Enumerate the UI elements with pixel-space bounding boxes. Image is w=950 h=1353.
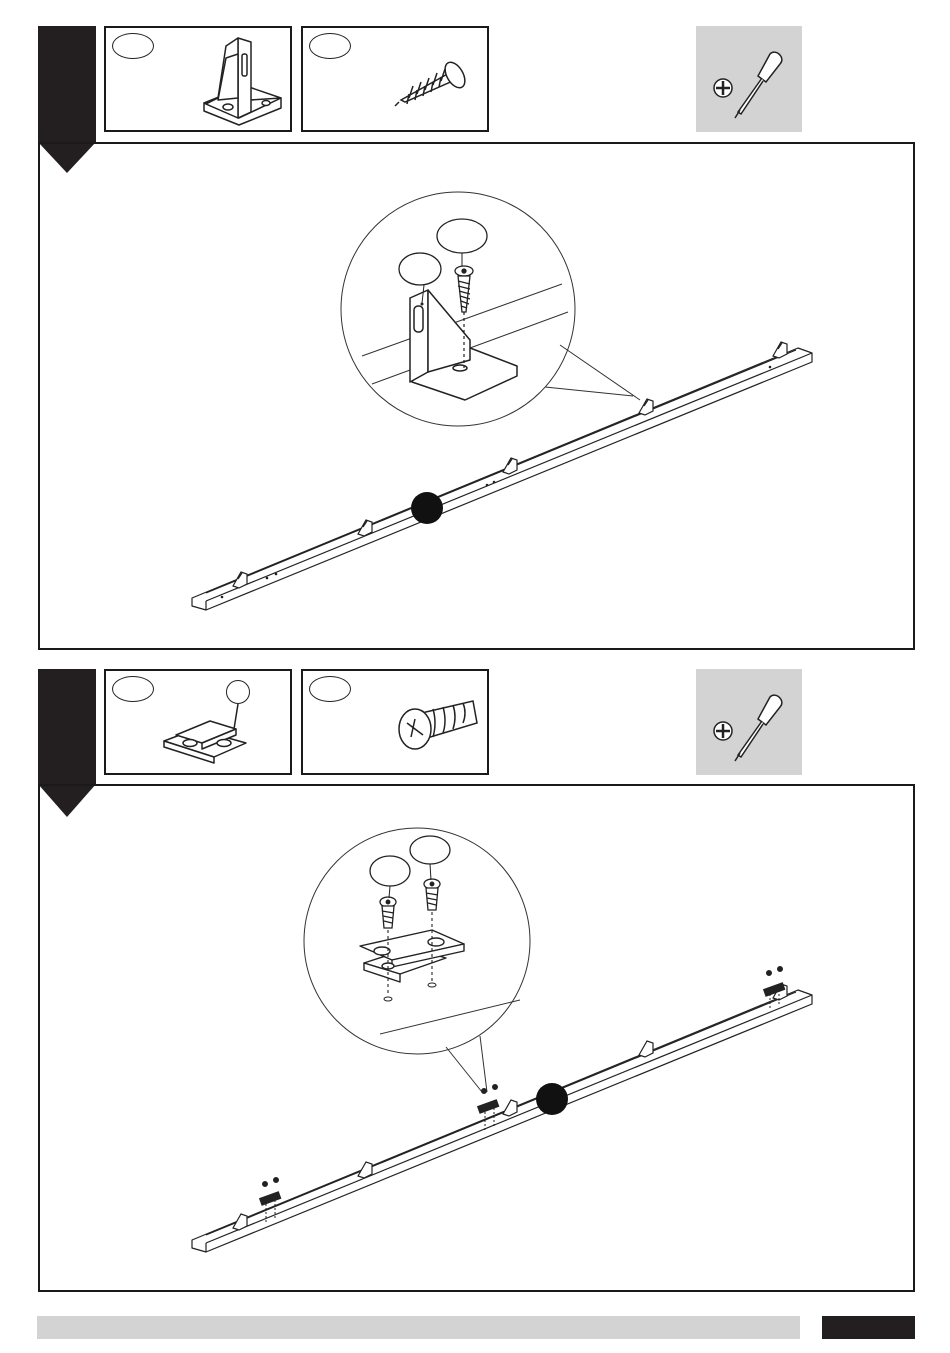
page-number-tag	[822, 1316, 915, 1339]
footer-bar	[37, 1316, 800, 1339]
